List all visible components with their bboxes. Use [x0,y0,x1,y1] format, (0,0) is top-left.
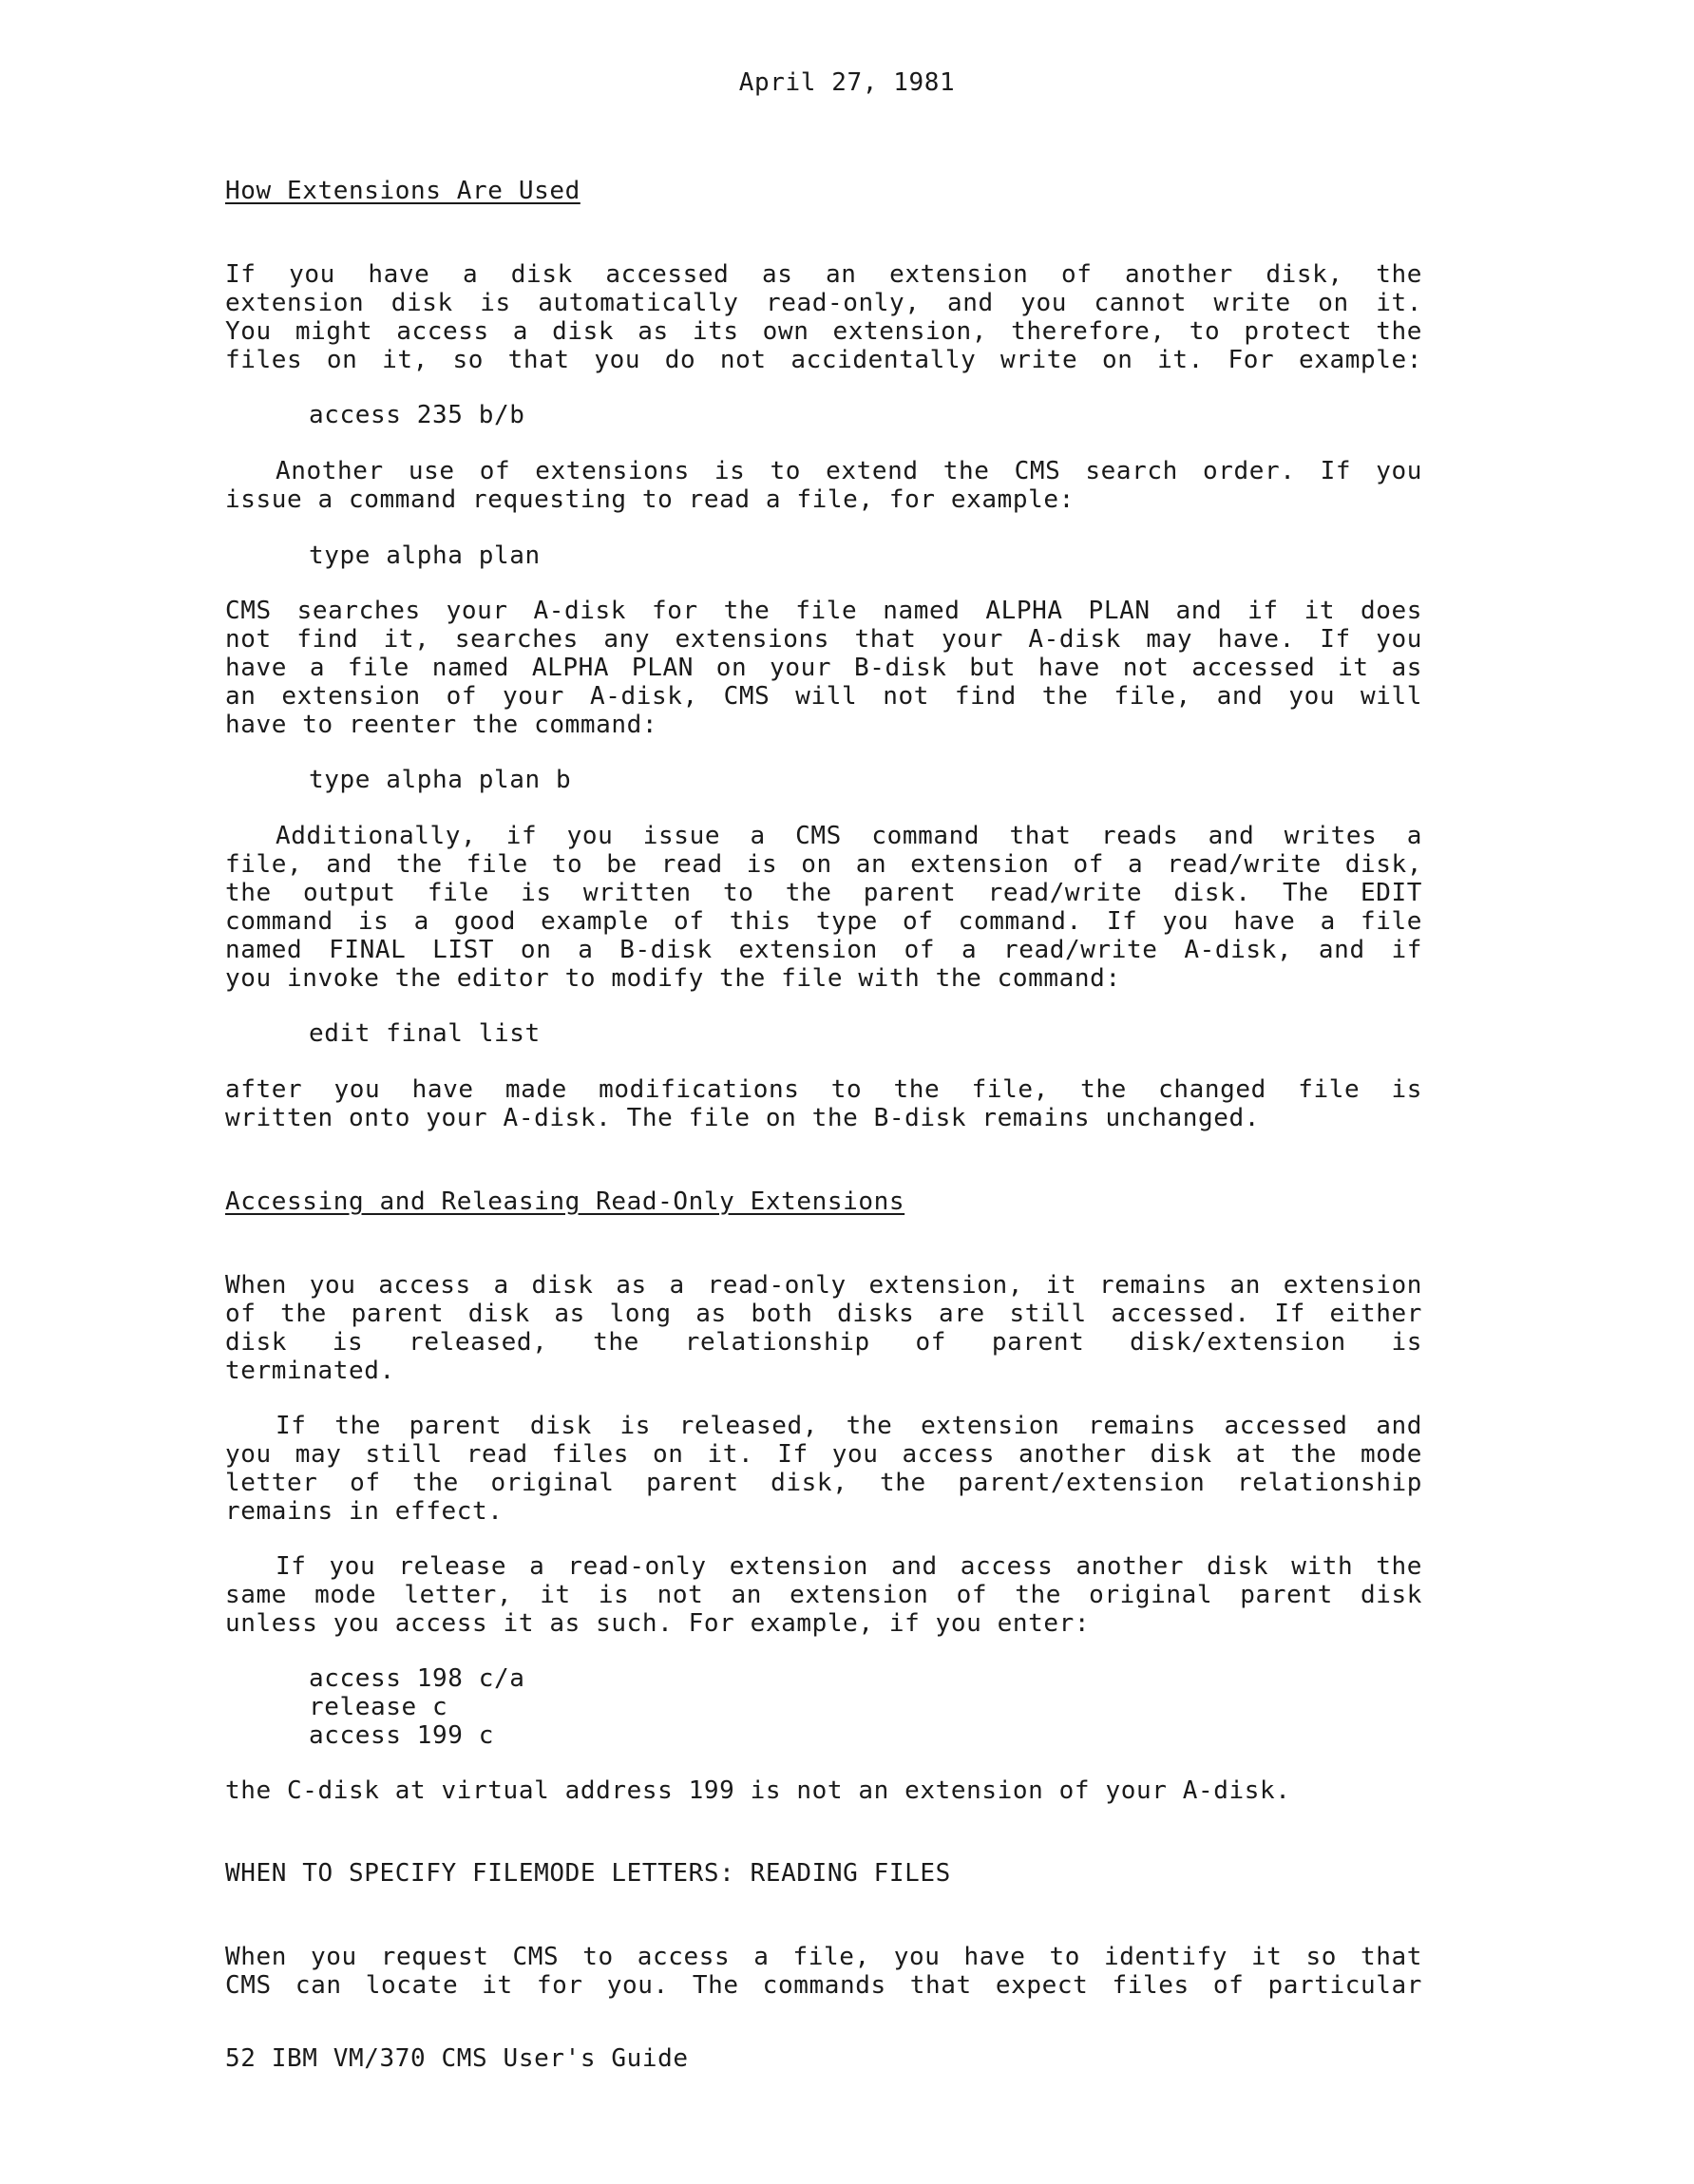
paragraph-line: of the parent disk as long as both disks are still accessed. If either [225,1300,1422,1328]
paragraph-line: If you have a disk accessed as an extension of another disk, the [225,260,1422,289]
paragraph-line: named FINAL LIST on a B-disk extension of a read/write A-disk, and if [225,936,1422,964]
code-example: release c [309,1693,448,1721]
paragraph-line: If you release a read-only extension and access another disk with the [276,1552,1422,1581]
page-date: April 27, 1981 [738,68,956,97]
paragraph-line: If the parent disk is released, the extension remains accessed and [276,1412,1422,1440]
paragraph-line: terminated. [225,1357,395,1385]
section-heading-accessing-releasing: Accessing and Releasing Read-Only Extensions [225,1187,905,1216]
paragraph-line: the C-disk at virtual address 199 is not an extension of your A-disk. [225,1776,1291,1805]
paragraph-line: remains in effect. [225,1497,504,1526]
code-example: type alpha plan b [309,766,572,794]
paragraph-line: not find it, searches any extensions that your A-disk may have. If you [225,625,1422,654]
paragraph-line: files on it, so that you do not accidentally write on it. For example: [225,346,1422,374]
code-example: access 198 c/a [309,1664,525,1693]
paragraph-line: you may still read files on it. If you access another disk at the mode [225,1440,1422,1469]
paragraph-line: letter of the original parent disk, the parent/extension relationship [225,1469,1422,1497]
paragraph-line: after you have made modifications to the file, the changed file is [225,1075,1422,1104]
paragraph-line: CMS can locate it for you. The commands that expect files of particular [225,1971,1422,2000]
paragraph-line: same mode letter, it is not an extension of the original parent disk [225,1581,1422,1609]
paragraph-line: command is a good example of this type of command. If you have a file [225,907,1422,936]
section-heading-filemode: WHEN TO SPECIFY FILEMODE LETTERS: READING FILES [225,1859,951,1888]
paragraph-line: you invoke the editor to modify the file with the command: [225,964,1121,993]
paragraph-line: disk is released, the relationship of parent disk/extension is [225,1328,1422,1357]
paragraph-line: file, and the file to be read is on an extension of a read/write disk, [225,850,1422,879]
paragraph-line: Additionally, if you issue a CMS command that reads and writes a [276,822,1422,850]
paragraph-line: Another use of extensions is to extend the CMS search order. If you [276,457,1422,485]
section-heading-extensions-used: How Extensions Are Used [225,177,581,205]
paragraph-line: extension disk is automatically read-only, and you cannot write on it. [225,289,1422,317]
paragraph-line: an extension of your A-disk, CMS will not find the file, and you will [225,682,1422,711]
paragraph-line: written onto your A-disk. The file on the B-disk remains unchanged. [225,1104,1260,1132]
paragraph-line: You might access a disk as its own extension, therefore, to protect the [225,317,1422,346]
code-example: edit final list [309,1019,541,1048]
page-footer: 52 IBM VM/370 CMS User's Guide [225,2044,689,2073]
paragraph-line: have to reenter the command: [225,711,658,739]
paragraph-line: CMS searches your A-disk for the file named ALPHA PLAN and if it does [225,597,1422,625]
paragraph-line: When you request CMS to access a file, you have to identify it so that [225,1943,1422,1971]
code-example: type alpha plan [309,541,541,570]
paragraph-line: unless you access it as such. For example, if you enter: [225,1609,1091,1638]
paragraph-line: the output file is written to the parent read/write disk. The EDIT [225,879,1422,907]
code-example: access 235 b/b [309,401,525,429]
paragraph-line: have a file named ALPHA PLAN on your B-disk but have not accessed it as [225,654,1422,682]
paragraph-line: When you access a disk as a read-only extension, it remains an extension [225,1271,1422,1300]
paragraph-line: issue a command requesting to read a file, for example: [225,485,1075,514]
code-example: access 199 c [309,1721,495,1750]
